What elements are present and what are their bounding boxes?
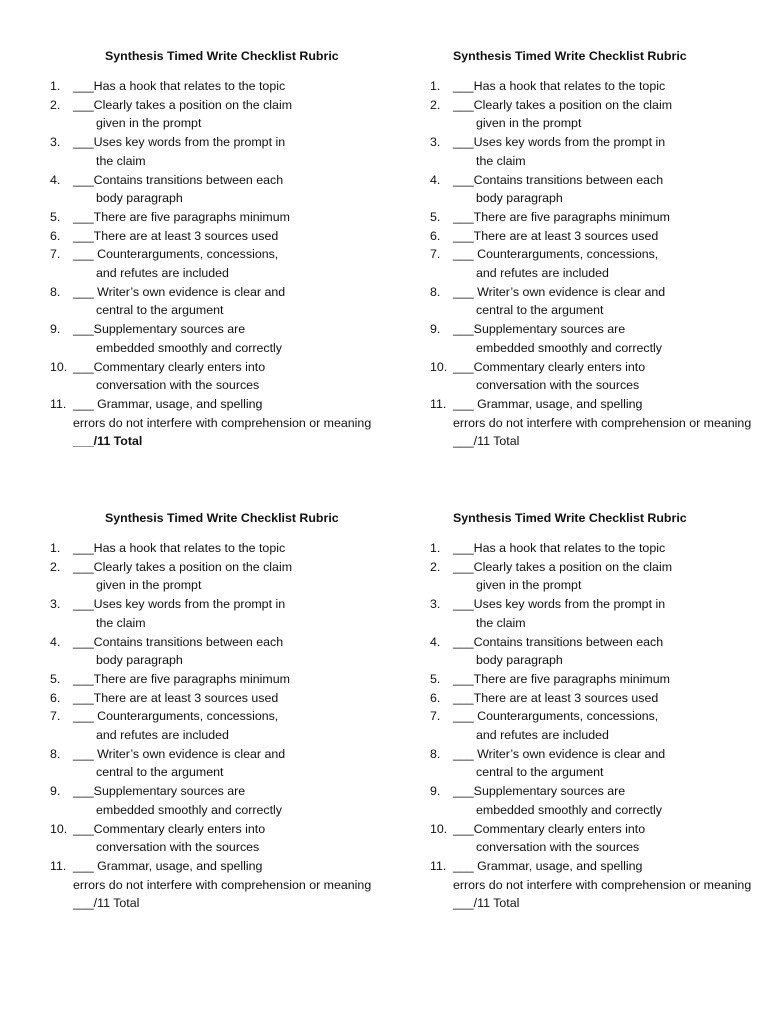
- item-number: 6.: [430, 690, 441, 705]
- item-body: [453, 227, 760, 246]
- checklist-item: [430, 245, 760, 282]
- item-text: ___ Grammar, usage, and spelling: [453, 396, 643, 411]
- item-text: ___Clearly takes a position on the claim: [453, 559, 673, 574]
- item-continuation: the claim: [96, 615, 146, 630]
- total-score: ___/11 Total: [453, 434, 520, 449]
- rubric-title: Synthesis Timed Write Checklist Rubric: [105, 511, 339, 525]
- item-continuation: errors do not interfere with comprehension or meaning: [453, 877, 752, 892]
- item-continuation: body paragraph: [96, 191, 183, 206]
- item-continuation: central to the argument: [476, 303, 604, 318]
- item-text: ___Commentary clearly enters into: [73, 821, 266, 836]
- item-continuation: given in the prompt: [96, 116, 202, 131]
- item-body: [453, 171, 760, 208]
- item-body: [73, 782, 380, 819]
- checklist-item: [50, 595, 380, 632]
- checklist-item: [50, 283, 380, 320]
- item-body: [453, 633, 760, 670]
- item-body: [453, 283, 760, 320]
- item-continuation: errors do not interfere with comprehension or meaning: [73, 415, 372, 430]
- item-text: ___There are five paragraphs minimum: [73, 671, 290, 686]
- item-body: [453, 539, 760, 558]
- item-body: [453, 320, 760, 357]
- checklist-item: [50, 707, 380, 744]
- checklist-item: [50, 820, 380, 857]
- item-text: ___Has a hook that relates to the topic: [453, 541, 666, 555]
- checklist-item: [50, 670, 380, 689]
- checklist-item: [50, 539, 380, 558]
- item-text: ___Has a hook that relates to the topic: [73, 541, 286, 555]
- item-body: [453, 707, 760, 744]
- item-number: 4.: [50, 172, 61, 187]
- checklist-item: [430, 539, 760, 558]
- rubric-title: Synthesis Timed Write Checklist Rubric: [453, 49, 687, 63]
- item-body: [453, 782, 760, 819]
- item-text: ___ Grammar, usage, and spelling: [453, 858, 643, 873]
- item-body: [73, 245, 380, 282]
- item-number: 7.: [50, 247, 61, 262]
- item-continuation: and refutes are included: [96, 728, 229, 743]
- item-text: ___Commentary clearly enters into: [73, 359, 266, 374]
- item-number: 6.: [430, 228, 441, 243]
- item-text: ___Uses key words from the prompt in: [73, 135, 286, 150]
- item-body: [73, 857, 380, 894]
- item-continuation: body paragraph: [476, 653, 563, 668]
- item-body: [73, 820, 380, 857]
- item-body: [73, 77, 380, 96]
- item-number: 2.: [50, 97, 61, 112]
- item-body: [73, 633, 380, 670]
- item-number: 5.: [50, 209, 61, 224]
- checklist-item: [50, 689, 380, 708]
- item-number: 6.: [50, 690, 61, 705]
- item-continuation: and refutes are included: [96, 266, 229, 281]
- item-text: ___There are five paragraphs minimum: [73, 209, 290, 224]
- item-number: 5.: [50, 671, 61, 686]
- checklist-item: [430, 283, 760, 320]
- item-body: [453, 595, 760, 632]
- checklist-item: [430, 670, 760, 689]
- item-text: ___ Writer’s own evidence is clear and: [73, 746, 286, 761]
- item-text: ___There are at least 3 sources used: [453, 228, 659, 243]
- item-body: [73, 670, 380, 689]
- item-continuation: body paragraph: [476, 191, 563, 206]
- item-number: 10.: [430, 359, 448, 374]
- item-body: [73, 395, 380, 432]
- checklist-item: [50, 96, 380, 133]
- checklist-item: [50, 320, 380, 357]
- checklist-item: [430, 595, 760, 632]
- item-number: 1.: [50, 541, 61, 555]
- checklist-item: [50, 857, 380, 894]
- checklist: [50, 539, 380, 894]
- item-number: 3.: [430, 135, 441, 150]
- checklist-item: [430, 558, 760, 595]
- item-number: 3.: [430, 597, 441, 612]
- item-body: [73, 171, 380, 208]
- checklist-item: [430, 77, 760, 96]
- item-text: ___Contains transitions between each: [453, 634, 664, 649]
- item-body: [453, 745, 760, 782]
- item-continuation: conversation with the sources: [476, 378, 640, 393]
- item-body: [73, 689, 380, 708]
- item-number: 10.: [50, 821, 68, 836]
- item-text: ___There are at least 3 sources used: [73, 690, 279, 705]
- item-number: 1.: [430, 541, 441, 555]
- checklist-item: [430, 96, 760, 133]
- item-body: [453, 558, 760, 595]
- item-number: 6.: [50, 228, 61, 243]
- item-number: 2.: [430, 559, 441, 574]
- item-number: 11.: [50, 858, 67, 873]
- item-number: 5.: [430, 209, 441, 224]
- item-number: 7.: [430, 247, 441, 262]
- checklist-item: [430, 633, 760, 670]
- item-continuation: embedded smoothly and correctly: [96, 802, 282, 817]
- item-text: ___ Writer’s own evidence is clear and: [453, 284, 666, 299]
- item-number: 4.: [430, 634, 441, 649]
- item-number: 1.: [50, 79, 61, 93]
- item-body: [453, 857, 760, 894]
- item-body: [73, 283, 380, 320]
- checklist: [50, 77, 380, 432]
- item-text: ___Contains transitions between each: [73, 172, 284, 187]
- item-number: 8.: [50, 284, 61, 299]
- item-text: ___Commentary clearly enters into: [453, 359, 646, 374]
- total-score: ___/11 Total: [453, 896, 520, 911]
- checklist-item: [50, 77, 380, 96]
- item-text: ___ Writer’s own evidence is clear and: [73, 284, 286, 299]
- item-body: [453, 77, 760, 96]
- item-text: ___Supplementary sources are: [453, 322, 626, 337]
- item-body: [73, 595, 380, 632]
- item-body: [73, 96, 380, 133]
- checklist-item: [430, 395, 760, 432]
- item-continuation: embedded smoothly and correctly: [476, 340, 662, 355]
- checklist-item: [430, 745, 760, 782]
- item-number: 11.: [430, 858, 447, 873]
- checklist-item: [50, 245, 380, 282]
- checklist-item: [50, 358, 380, 395]
- item-text: ___Commentary clearly enters into: [453, 821, 646, 836]
- rubric-bottom-left: [50, 510, 380, 913]
- rubric-title: Synthesis Timed Write Checklist Rubric: [105, 49, 339, 63]
- item-continuation: the claim: [476, 615, 526, 630]
- checklist-item: [50, 133, 380, 170]
- item-continuation: the claim: [476, 153, 526, 168]
- item-text: ___Supplementary sources are: [73, 322, 246, 337]
- item-text: ___ Counterarguments, concessions,: [453, 709, 659, 724]
- item-body: [453, 689, 760, 708]
- item-text: ___There are five paragraphs minimum: [453, 671, 670, 686]
- checklist-item: [50, 171, 380, 208]
- item-continuation: conversation with the sources: [96, 840, 260, 855]
- item-number: 10.: [50, 359, 68, 374]
- item-text: ___Clearly takes a position on the claim: [73, 559, 293, 574]
- total-score: ___/11 Total: [73, 434, 143, 449]
- item-continuation: central to the argument: [476, 765, 604, 780]
- item-text: ___There are at least 3 sources used: [73, 228, 279, 243]
- item-number: 3.: [50, 597, 61, 612]
- item-number: 10.: [430, 821, 448, 836]
- item-text: ___There are five paragraphs minimum: [453, 209, 670, 224]
- checklist-item: [50, 745, 380, 782]
- item-number: 3.: [50, 135, 61, 150]
- item-text: ___Has a hook that relates to the topic: [73, 79, 286, 93]
- checklist-item: [50, 208, 380, 227]
- item-number: 9.: [50, 784, 61, 799]
- checklist-item: [430, 782, 760, 819]
- item-text: ___Has a hook that relates to the topic: [453, 79, 666, 93]
- item-body: [453, 820, 760, 857]
- checklist-item: [430, 227, 760, 246]
- item-text: ___Supplementary sources are: [453, 784, 626, 799]
- checklist-item: [430, 320, 760, 357]
- rubric-bottom-right: [430, 510, 760, 913]
- item-body: [73, 227, 380, 246]
- item-text: ___Uses key words from the prompt in: [453, 135, 666, 150]
- item-number: 7.: [430, 709, 441, 724]
- item-continuation: body paragraph: [96, 653, 183, 668]
- item-body: [73, 133, 380, 170]
- item-number: 11.: [430, 396, 447, 411]
- item-body: [453, 133, 760, 170]
- item-body: [453, 395, 760, 432]
- item-body: [73, 558, 380, 595]
- total-score: ___/11 Total: [73, 896, 140, 911]
- item-text: ___Clearly takes a position on the claim: [73, 97, 293, 112]
- item-text: ___ Grammar, usage, and spelling: [73, 396, 263, 411]
- item-continuation: embedded smoothly and correctly: [476, 802, 662, 817]
- item-number: 8.: [50, 746, 61, 761]
- item-continuation: errors do not interfere with comprehension or meaning: [453, 415, 752, 430]
- item-text: ___Contains transitions between each: [453, 172, 664, 187]
- item-number: 8.: [430, 746, 441, 761]
- item-continuation: central to the argument: [96, 303, 224, 318]
- item-continuation: given in the prompt: [96, 578, 202, 593]
- checklist-item: [430, 820, 760, 857]
- item-continuation: given in the prompt: [476, 116, 582, 131]
- item-text: ___ Grammar, usage, and spelling: [73, 858, 263, 873]
- item-text: ___Clearly takes a position on the claim: [453, 97, 673, 112]
- checklist-item: [430, 208, 760, 227]
- item-body: [73, 539, 380, 558]
- item-continuation: the claim: [96, 153, 146, 168]
- item-body: [453, 670, 760, 689]
- item-continuation: and refutes are included: [476, 266, 609, 281]
- checklist-item: [50, 782, 380, 819]
- checklist: [430, 77, 760, 432]
- rubric-title: Synthesis Timed Write Checklist Rubric: [453, 511, 687, 525]
- checklist-item: [430, 171, 760, 208]
- item-text: ___ Counterarguments, concessions,: [453, 247, 659, 262]
- item-text: ___There are at least 3 sources used: [453, 690, 659, 705]
- checklist-item: [430, 707, 760, 744]
- item-continuation: given in the prompt: [476, 578, 582, 593]
- checklist-item: [50, 558, 380, 595]
- item-number: 4.: [430, 172, 441, 187]
- item-number: 11.: [50, 396, 67, 411]
- checklist: [430, 539, 760, 894]
- item-body: [453, 358, 760, 395]
- item-text: ___ Writer’s own evidence is clear and: [453, 746, 666, 761]
- checklist-item: [430, 689, 760, 708]
- rubric-top-left: [50, 48, 380, 451]
- item-text: ___Supplementary sources are: [73, 784, 246, 799]
- checklist-item: [50, 227, 380, 246]
- item-text: ___Contains transitions between each: [73, 634, 284, 649]
- item-continuation: conversation with the sources: [96, 378, 260, 393]
- item-text: ___Uses key words from the prompt in: [453, 597, 666, 612]
- item-number: 8.: [430, 284, 441, 299]
- item-number: 5.: [430, 671, 441, 686]
- item-text: ___ Counterarguments, concessions,: [73, 709, 279, 724]
- checklist-item: [430, 133, 760, 170]
- checklist-item: [430, 857, 760, 894]
- item-number: 4.: [50, 634, 61, 649]
- item-number: 2.: [50, 559, 61, 574]
- item-number: 2.: [430, 97, 441, 112]
- rubric-top-right: [430, 48, 760, 451]
- item-body: [73, 358, 380, 395]
- checklist-item: [50, 395, 380, 432]
- item-body: [453, 96, 760, 133]
- item-number: 9.: [430, 784, 441, 799]
- item-continuation: central to the argument: [96, 765, 224, 780]
- item-number: 7.: [50, 709, 61, 724]
- checklist-item: [430, 358, 760, 395]
- item-continuation: embedded smoothly and correctly: [96, 340, 282, 355]
- item-body: [73, 320, 380, 357]
- item-text: ___ Counterarguments, concessions,: [73, 247, 279, 262]
- item-continuation: conversation with the sources: [476, 840, 640, 855]
- checklist-item: [50, 633, 380, 670]
- item-text: ___Uses key words from the prompt in: [73, 597, 286, 612]
- item-number: 9.: [430, 322, 441, 337]
- item-number: 1.: [430, 79, 441, 93]
- item-body: [73, 745, 380, 782]
- item-body: [453, 245, 760, 282]
- item-continuation: errors do not interfere with comprehension or meaning: [73, 877, 372, 892]
- item-continuation: and refutes are included: [476, 728, 609, 743]
- item-body: [453, 208, 760, 227]
- item-body: [73, 208, 380, 227]
- item-body: [73, 707, 380, 744]
- item-number: 9.: [50, 322, 61, 337]
